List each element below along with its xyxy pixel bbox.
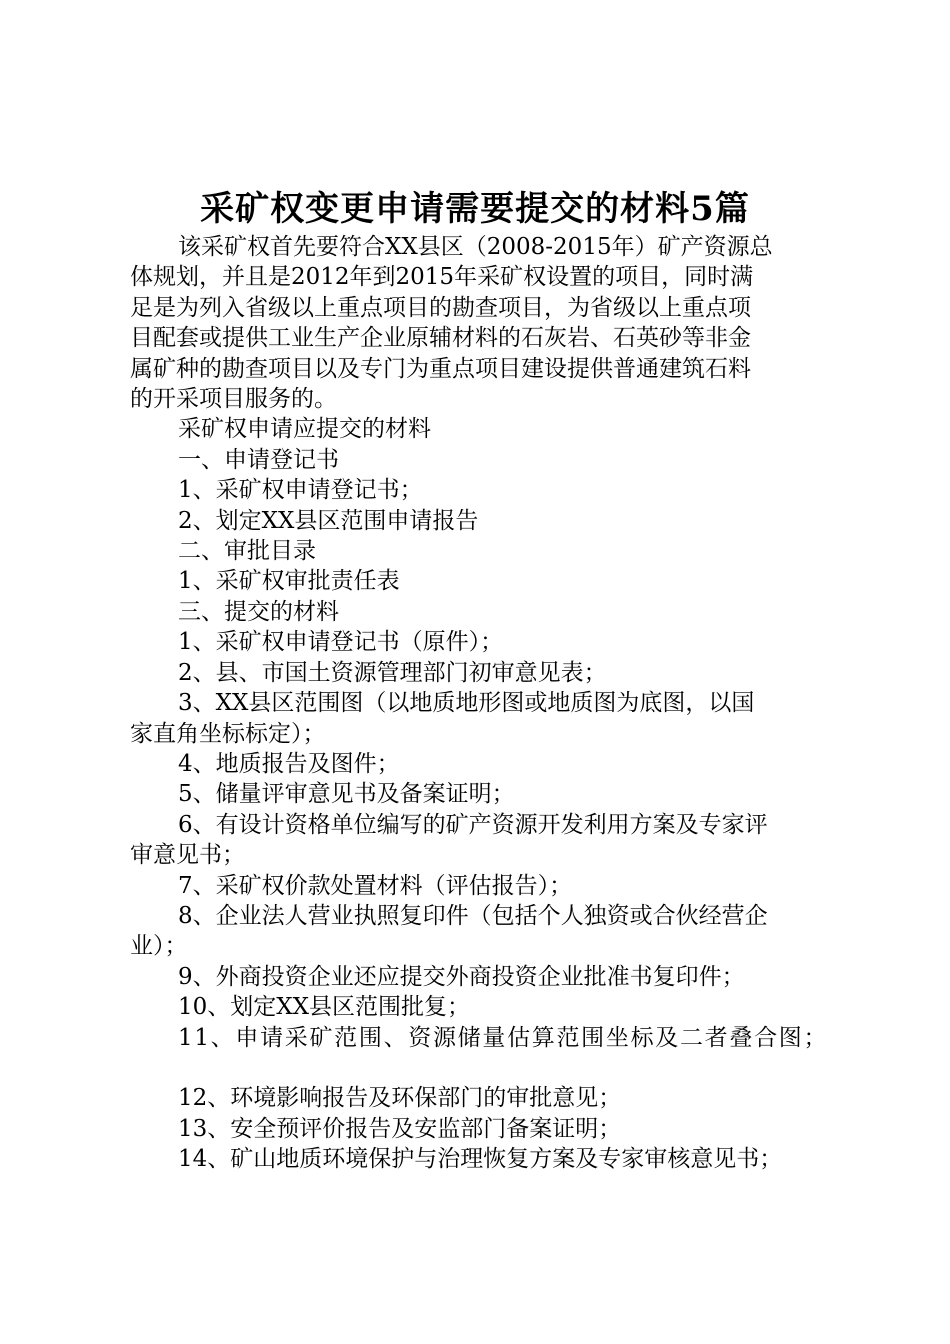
list-item: 1、采矿权审批责任表	[178, 568, 400, 595]
intro-line: 的开采项目服务的。	[130, 386, 337, 413]
list-item-continuation: 家直角坐标标定）；	[130, 720, 326, 747]
section-heading: 二、审批目录	[178, 538, 316, 565]
list-item: 3、XX县区范围图（以地质地形图或地质图为底图，以国	[178, 690, 755, 717]
document-body	[130, 232, 832, 1175]
list-item: 14、矿山地质环境保护与治理恢复方案及专家审核意见书；	[178, 1146, 783, 1173]
section-heading: 一、申请登记书	[178, 446, 339, 473]
blank-line	[130, 1053, 832, 1083]
list-item-continuation: 业）；	[130, 933, 188, 960]
intro-line: 足是为列入省级以上重点项目的勘查项目，为省级以上重点项	[130, 294, 751, 321]
list-item: 9、外商投资企业还应提交外商投资企业批准书复印件；	[178, 963, 745, 990]
list-item: 8、企业法人营业执照复印件（包括个人独资或合伙经营企	[178, 902, 768, 929]
list-item: 2、划定XX县区范围申请报告	[178, 507, 479, 534]
intro-line: 体规划，并且是2012年到2015年采矿权设置的项目，同时满	[130, 264, 754, 291]
list-item: 11、申请采矿范围、资源储量估算范围坐标及二者叠合图；	[178, 1024, 829, 1051]
list-item: 4、地质报告及图件；	[178, 750, 400, 777]
list-item: 7、采矿权价款处置材料（评估报告）；	[178, 872, 573, 899]
list-item: 5、储量评审意见书及备案证明；	[178, 781, 515, 808]
intro-line: 属矿种的勘查项目以及专门为重点项目建设提供普通建筑石料	[130, 355, 751, 382]
list-item: 13、安全预评价报告及安监部门备案证明；	[178, 1115, 622, 1142]
section-heading: 三、提交的材料	[178, 598, 339, 625]
intro-line: 目配套或提供工业生产企业原辅材料的石灰岩、石英砂等非金	[130, 325, 751, 352]
list-item-continuation: 审意见书；	[130, 842, 245, 869]
list-item: 2、县、市国土资源管理部门初审意见表；	[178, 659, 607, 686]
materials-subheading: 采矿权申请应提交的材料	[178, 416, 431, 443]
list-item: 12、环境影响报告及环保部门的审批意见；	[178, 1085, 622, 1112]
list-item: 1、采矿权申请登记书（原件）；	[178, 629, 504, 656]
list-item: 1、采矿权申请登记书；	[178, 477, 423, 504]
intro-line: 该采矿权首先要符合XX县区（2008-2015年）矿产资源总	[178, 234, 773, 260]
list-item: 6、有设计资格单位编写的矿产资源开发利用方案及专家评	[178, 811, 768, 838]
list-item: 10、划定XX县区范围批复；	[178, 994, 471, 1021]
document-title: 采矿权变更申请需要提交的材料5篇	[200, 189, 750, 229]
